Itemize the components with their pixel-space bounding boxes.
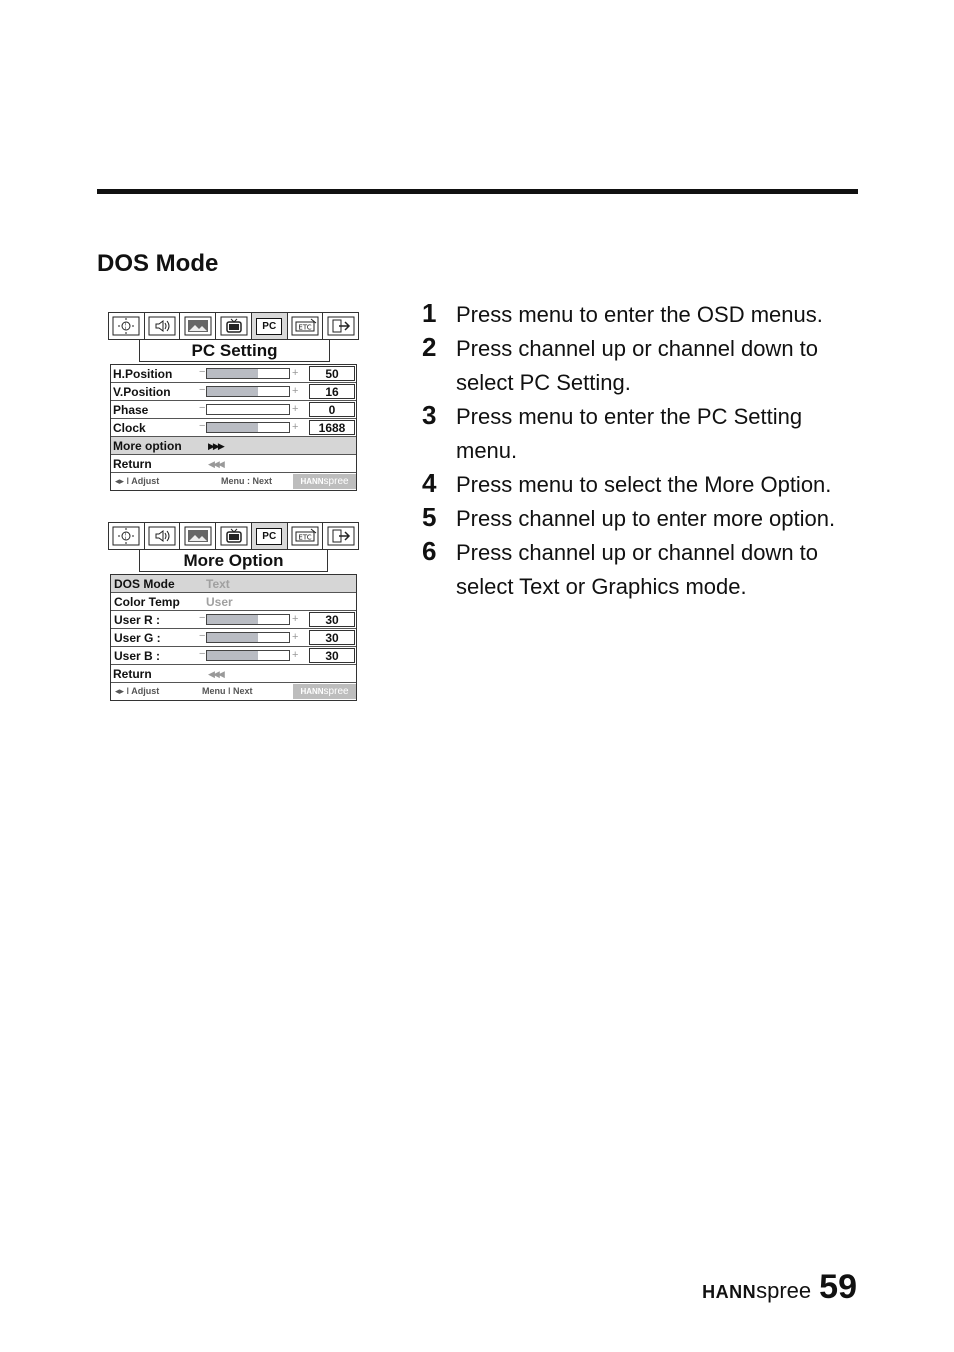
minus-icon: − [199, 612, 206, 624]
menu-next-hint: Menu ǀ Next [202, 686, 253, 696]
tv-icon[interactable] [216, 523, 252, 549]
row-label: Clock [113, 421, 146, 435]
picture-icon[interactable] [180, 313, 216, 339]
minus-icon: − [199, 420, 206, 432]
row-v-position[interactable] [111, 383, 356, 401]
pc-tab-label: PC [256, 528, 282, 545]
slider-bar[interactable] [206, 386, 290, 397]
dos-mode-value: Text [206, 577, 230, 591]
slider-fill [207, 423, 258, 432]
exit-icon[interactable] [323, 523, 358, 549]
brand-logo [702, 1278, 811, 1304]
menu-title: PC Setting [139, 340, 330, 362]
menu-title: More Option [139, 550, 328, 572]
sound-icon[interactable] [145, 523, 181, 549]
row-label: H.Position [113, 367, 173, 381]
plus-icon: + [292, 367, 299, 379]
step-text: Press channel up or channel down to select PC Setting. [456, 336, 819, 395]
row-value: 50 [309, 366, 355, 381]
row-label: User R : [114, 613, 161, 627]
row-user-r[interactable] [111, 611, 356, 629]
minus-icon: − [199, 402, 206, 414]
plus-icon: + [292, 403, 299, 415]
osd-pc-setting [108, 312, 359, 491]
row-more-option[interactable] [111, 437, 356, 455]
row-label: Color Temp [114, 595, 180, 609]
step-item [422, 468, 862, 502]
row-value: 30 [309, 612, 355, 627]
pc-setting-table [110, 364, 357, 491]
adjust-label: Adjust [131, 686, 160, 696]
step-item [422, 400, 862, 468]
step-text: Press channel up or channel down to select Text or Graphics mode. [456, 540, 819, 599]
row-user-b[interactable] [111, 647, 356, 665]
row-label: Phase [113, 403, 149, 417]
slider-bar[interactable] [206, 632, 290, 643]
more-option-table [110, 574, 357, 701]
plus-icon: + [292, 631, 299, 643]
step-number: 4 [422, 468, 437, 498]
brand-logo [293, 474, 356, 489]
row-value: 1688 [309, 420, 355, 435]
menu-next-hint: Menu : Next [221, 476, 273, 486]
step-item [422, 536, 862, 604]
slider-fill [207, 633, 258, 642]
instruction-steps [422, 298, 862, 604]
brand-light: spree [323, 476, 349, 487]
brand-bold: HANN [702, 1282, 757, 1302]
row-user-g[interactable] [111, 629, 356, 647]
row-color-temp[interactable] [111, 593, 356, 611]
step-number: 5 [422, 502, 437, 532]
brand-bold: HANN [300, 687, 324, 696]
plus-icon: + [292, 421, 299, 433]
brightness-icon[interactable] [109, 313, 145, 339]
etc-icon[interactable] [288, 523, 324, 549]
pc-tab-label: PC [256, 318, 282, 335]
slider-bar[interactable] [206, 368, 290, 379]
row-label: Return [113, 667, 152, 681]
next-label: Next [252, 476, 273, 486]
brightness-icon[interactable] [109, 523, 145, 549]
step-number: 3 [422, 400, 437, 430]
next-label: Next [233, 686, 253, 696]
row-h-position[interactable] [111, 365, 356, 383]
plus-icon: + [292, 613, 299, 625]
slider-fill [207, 369, 258, 378]
tv-icon[interactable] [216, 313, 252, 339]
step-text: Press channel up to enter more option. [456, 506, 836, 531]
menu-label: Menu [202, 686, 226, 696]
slider-bar[interactable] [206, 404, 290, 415]
brand-light: spree [323, 686, 349, 697]
row-value: 16 [309, 384, 355, 399]
row-value: 30 [309, 648, 355, 663]
row-label: More option [113, 439, 182, 453]
step-item [422, 332, 862, 400]
step-item [422, 298, 862, 332]
section-heading: DOS Mode [97, 250, 219, 277]
adjust-label: Adjust [131, 476, 160, 486]
menu-label: Menu [221, 476, 245, 486]
exit-icon[interactable] [323, 313, 358, 339]
row-value: 0 [309, 402, 355, 417]
color-temp-value: User [206, 595, 233, 609]
brand-light: spree [756, 1278, 812, 1303]
step-item [422, 502, 862, 536]
minus-icon: − [199, 648, 206, 660]
back-arrows-icon: ◀◀◀ [208, 669, 223, 679]
step-number: 6 [422, 536, 437, 566]
step-number: 2 [422, 332, 437, 362]
plus-icon: + [292, 649, 299, 661]
step-text: Press menu to enter the PC Setting menu. [456, 404, 803, 463]
row-return[interactable] [111, 455, 356, 473]
brand-bold: HANN [300, 477, 324, 486]
picture-icon[interactable] [180, 523, 216, 549]
pc-icon[interactable] [252, 313, 288, 339]
slider-fill [207, 651, 258, 660]
step-number: 1 [422, 298, 437, 328]
row-clock[interactable] [111, 419, 356, 437]
osd-footer [111, 473, 356, 490]
osd-footer [111, 683, 356, 700]
svg-text:ETC: ETC [298, 323, 312, 332]
slider-bar[interactable] [206, 614, 290, 625]
forward-arrows-icon: ▶▶▶ [208, 441, 223, 451]
minus-icon: − [199, 630, 206, 642]
etc-icon[interactable] [288, 313, 324, 339]
top-rule [97, 189, 858, 194]
back-arrows-icon: ◀◀◀ [208, 459, 223, 469]
slider-fill [207, 615, 258, 624]
slider-bar[interactable] [206, 650, 290, 661]
row-label: User B : [114, 649, 161, 663]
row-value: 30 [309, 630, 355, 645]
osd-more-option [108, 522, 359, 701]
adjust-hint [115, 473, 159, 490]
osd-icon-bar [108, 312, 359, 340]
step-text: Press menu to select the More Option. [456, 472, 832, 497]
page-footer [702, 1268, 857, 1307]
left-right-arrows-icon: ◂▸ ǀ [115, 686, 130, 696]
row-label: V.Position [113, 385, 171, 399]
adjust-hint [115, 683, 159, 700]
plus-icon: + [292, 385, 299, 397]
left-right-arrows-icon: ◂▸ ǀ [115, 476, 130, 486]
pc-icon[interactable] [252, 523, 288, 549]
page-number: 59 [819, 1268, 857, 1306]
row-dos-mode[interactable] [111, 575, 356, 593]
brand-logo [293, 684, 356, 699]
row-label: User G : [114, 631, 161, 645]
sound-icon[interactable] [145, 313, 181, 339]
row-return[interactable] [111, 665, 356, 683]
minus-icon: − [199, 366, 206, 378]
slider-fill [207, 387, 258, 396]
row-label: Return [113, 457, 152, 471]
minus-icon: − [199, 384, 206, 396]
slider-bar[interactable] [206, 422, 290, 433]
row-label: DOS Mode [114, 577, 175, 591]
osd-icon-bar [108, 522, 359, 550]
step-text: Press menu to enter the OSD menus. [456, 302, 823, 327]
svg-text:ETC: ETC [298, 533, 312, 542]
row-phase[interactable] [111, 401, 356, 419]
